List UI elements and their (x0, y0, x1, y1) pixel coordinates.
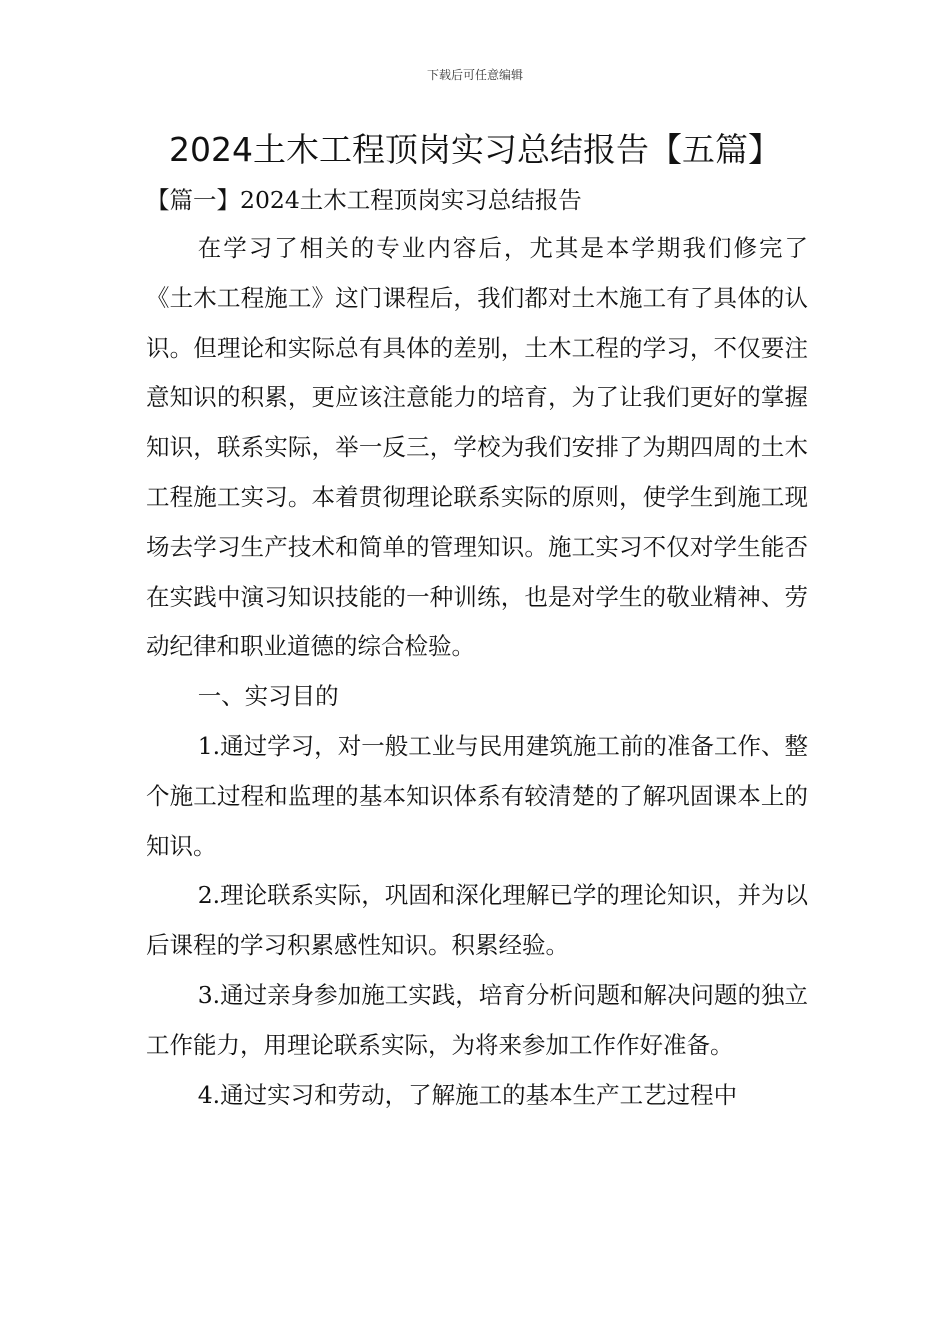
paragraph-item-4: 4.通过实习和劳动，了解施工的基本生产工艺过程中 (197, 1080, 738, 1109)
paragraph-item-2: 2.理论联系实际，巩固和深化理解已学的理论知识，并为以后课程的学习积累感性知识。积累经验。 (146, 881, 808, 960)
paragraph-intro: 在学习了相关的专业内容后，尤其是本学期我们修完了《土木工程施工》这门课程后，我们都对土木施工有了具体的认识。但理论和实际总有具体的差别，土木工程的学习，不仅要注意知识的积累，更应该注意能力的培育，为了让我们更好的掌握知识，联系实际，举一反三，学校为我们安排了为期四周的土木工程施工实习。本着贯彻理论联系实际的原则，使学生到施工现场去学习生产技术和简单的管理知识。施工实习不仅对学生能否在实践中演习知识技能的一种训练，也是对学生的敬业精神、劳动纪律和职业道德的综合检验。 (146, 234, 808, 661)
paragraph-item-3: 3.通过亲身参加施工实践，培育分析问题和解决问题的独立工作能力，用理论联系实际，为将来参加工作作好准备。 (146, 980, 808, 1059)
paragraph-heading-purpose: 一、实习目的 (197, 682, 339, 711)
document-body (146, 224, 808, 1120)
section-heading: 【篇一】2024土木工程顶岗实习总结报告 (146, 186, 582, 214)
document-title: 2024土木工程顶岗实习总结报告【五篇】 (169, 130, 781, 169)
paragraph-item-1: 1.通过学习，对一般工业与民用建筑施工前的准备工作、整个施工过程和监理的基本知识体系有较清楚的了解巩固课本上的知识。 (146, 731, 808, 860)
page-header-note: 下载后可任意编辑 (426, 68, 523, 82)
